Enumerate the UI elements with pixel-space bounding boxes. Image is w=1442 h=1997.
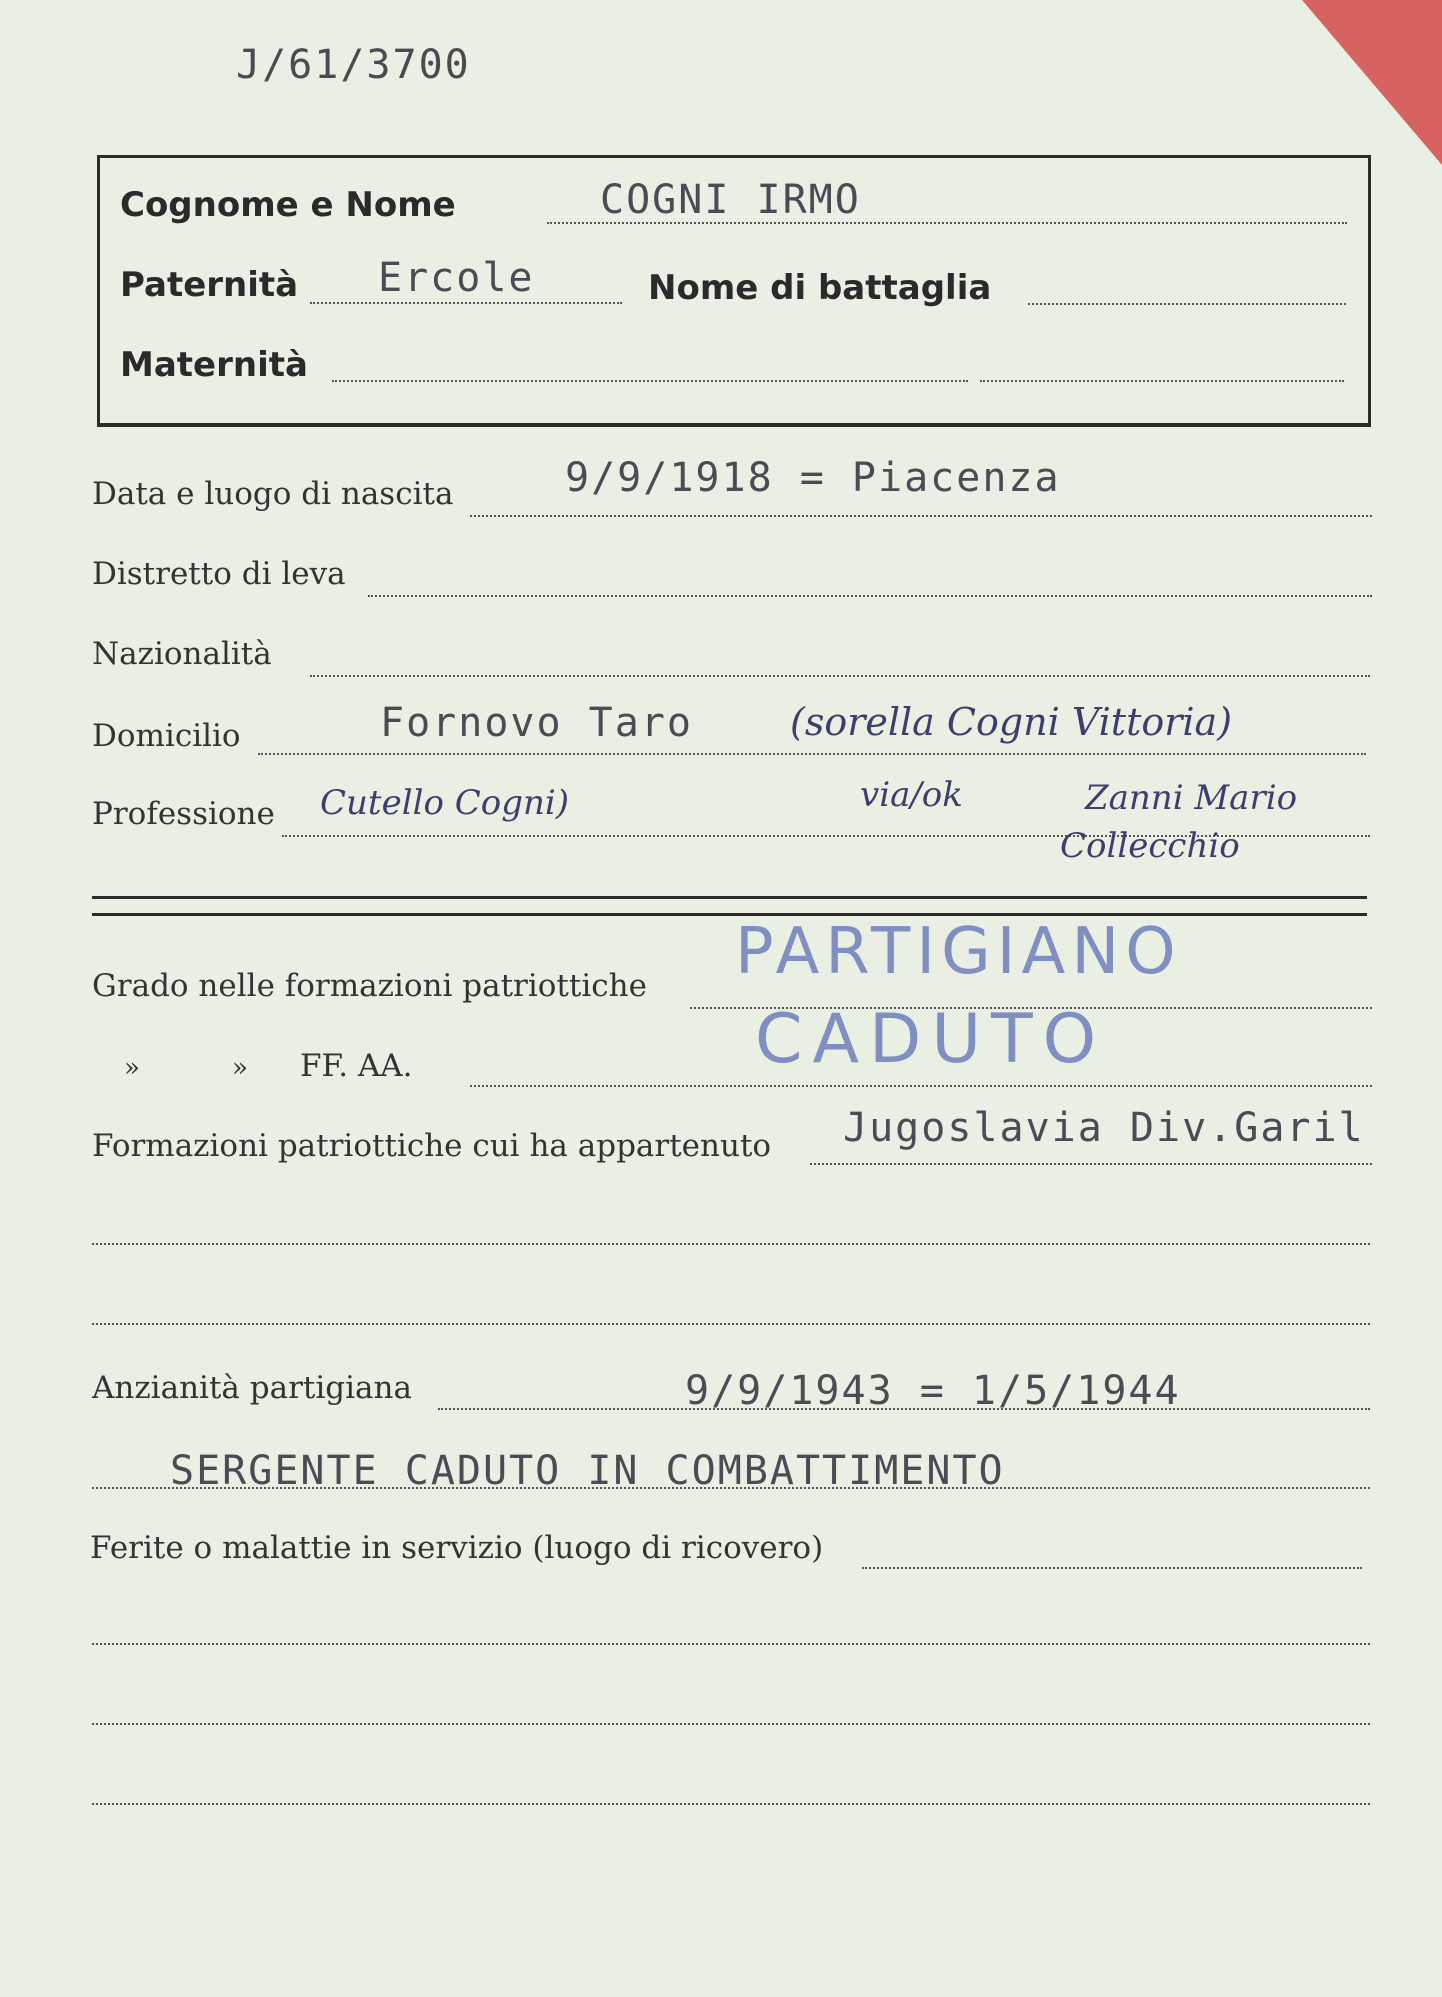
stamp-line-1: PARTIGIANO bbox=[735, 915, 1182, 989]
professione-label: Professione bbox=[92, 796, 275, 832]
ffaa-line bbox=[470, 1085, 1372, 1087]
divider-rule-1 bbox=[92, 896, 1367, 899]
paternita-label: Paternità bbox=[120, 265, 299, 305]
professione-handwritten-2: via/ok bbox=[860, 775, 963, 815]
maternita-label: Maternità bbox=[120, 345, 308, 385]
formazioni-line bbox=[810, 1163, 1372, 1165]
grado-label: Grado nelle formazioni patriottiche bbox=[92, 968, 647, 1004]
grado-line bbox=[690, 1007, 1372, 1009]
ditto-mark-1: » bbox=[124, 1053, 140, 1083]
nascita-line bbox=[470, 515, 1372, 517]
nascita-label: Data e luogo di nascita bbox=[92, 476, 454, 512]
distretto-label: Distretto di leva bbox=[92, 556, 346, 592]
domicilio-handwritten-note: (sorella Cogni Vittoria) bbox=[790, 700, 1233, 744]
anzianita-value: 9/9/1943 = 1/5/1944 bbox=[685, 1368, 1181, 1414]
nazionalita-label: Nazionalità bbox=[92, 636, 272, 672]
domicilio-line bbox=[258, 753, 1366, 755]
anzianita-value-2: SERGENTE CADUTO IN COMBATTIMENTO bbox=[170, 1448, 1005, 1494]
professione-handwritten-4: Collecchio bbox=[1060, 826, 1240, 866]
blank-line-5 bbox=[92, 1803, 1370, 1805]
red-corner-mark bbox=[1302, 0, 1442, 165]
blank-line-2 bbox=[92, 1323, 1370, 1325]
anzianita-label: Anzianità partigiana bbox=[92, 1370, 412, 1406]
blank-line-3 bbox=[92, 1643, 1370, 1645]
professione-handwritten-3: Zanni Mario bbox=[1085, 778, 1298, 818]
blank-line-4 bbox=[92, 1723, 1370, 1725]
maternita-line-a bbox=[332, 380, 968, 382]
blank-line-1 bbox=[92, 1243, 1370, 1245]
battaglia-line bbox=[1028, 303, 1346, 305]
formazioni-value: Jugoslavia Div.Garil bbox=[843, 1105, 1365, 1151]
cognome-label: Cognome e Nome bbox=[120, 185, 456, 225]
nascita-value: 9/9/1918 = Piacenza bbox=[565, 455, 1061, 501]
ditto-mark-2: » bbox=[232, 1053, 248, 1083]
ferite-line bbox=[862, 1567, 1362, 1569]
ffaa-label: FF. AA. bbox=[300, 1048, 413, 1084]
domicilio-label: Domicilio bbox=[92, 718, 241, 754]
professione-handwritten-1: Cutello Cogni) bbox=[320, 783, 570, 823]
cognome-value: COGNI IRMO bbox=[600, 177, 861, 223]
paternita-value: Ercole bbox=[378, 255, 535, 301]
formazioni-label: Formazioni patriottiche cui ha appartenuto bbox=[92, 1128, 772, 1164]
paternita-line bbox=[310, 302, 622, 304]
distretto-line bbox=[368, 595, 1372, 597]
reference-number: J/61/3700 bbox=[236, 42, 471, 88]
nazionalita-line bbox=[310, 675, 1370, 677]
battaglia-label: Nome di battaglia bbox=[648, 268, 992, 308]
domicilio-value: Fornovo Taro bbox=[380, 700, 693, 746]
stamp-line-2: CADUTO bbox=[755, 1000, 1107, 1079]
ferite-label: Ferite o malattie in servizio (luogo di ricovero) bbox=[90, 1530, 824, 1566]
maternita-line-b bbox=[980, 380, 1344, 382]
